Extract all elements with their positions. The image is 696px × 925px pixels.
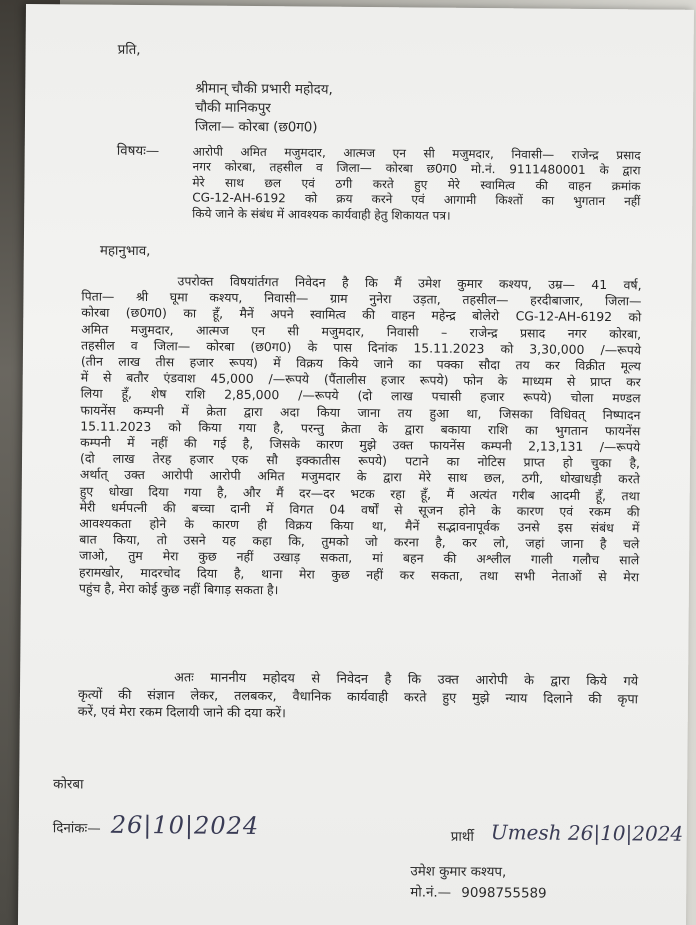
subject-text <box>192 144 641 225</box>
place: कोरबा <box>53 777 84 793</box>
body-line: आवश्यकता होने के कारण ही विक्रय किया था, मैनें सद्भावनापूर्वक उनसे इस संबंध में <box>79 515 640 536</box>
subject-line: मेरे साथ छल एवं ठगी करते हुए मेरे स्वामित्व की वाहन क्रमांक <box>192 175 641 194</box>
body-line: 15.11.2023 को किया गया है, परन्तु क्रेता के द्वारा बकाया राशि का भुगतान फायनेंस <box>80 418 641 439</box>
request-paragraph <box>78 668 638 725</box>
salutation: महानुभाव, <box>99 243 151 260</box>
mobile-number: 9098755589 <box>461 885 547 902</box>
body-line: जाओ, तुम मेरा कुछ नहीं उखाड़ सकता, मां बहन की अश्लील गाली गलौच साले <box>79 547 640 568</box>
body-line: लिया हूँ, शेष राशि 2,85,000 /—रूपये (दो लाख पचासी हजार रूपये) चोला मण्डल <box>80 385 641 406</box>
body-line: (तीन लाख तीस हजार रूपय) में विक्रय किये जाने का पक्का सौदा तय कर विक्रीत मूल्य <box>80 353 641 374</box>
body-line: कोरबा (छ0ग0) का हूँ, मैनें अपने स्वामित्व की वाहन महेन्द्र बोलेरो CG-12-AH-6192 को <box>81 304 642 325</box>
mobile-row <box>410 885 546 902</box>
body-line: कम्पनी में नहीं की गई है, जिसके कारण मुझे उक्त फायनेंस कम्पनी 2,13,131 /—रूपये <box>80 434 641 455</box>
mobile-label: मो.नं.— <box>410 885 452 901</box>
subject-line: CG-12-AH-6192 को क्रय करने एवं आगामी किश्तों का भुगतान नहीं <box>192 190 641 209</box>
body-line: तहसील व जिला— कोरबा (छ0ग0) के पास दिनांक 15.11.2023 को 3,30,000 /—रूपये <box>80 337 642 358</box>
to-label: प्रति, <box>117 42 141 59</box>
body-line: में से बतौर एंडवाश 45,000 /—रूपये (पैंतालीस हजार रूपये) फोन के माध्यम से प्राप्त कर <box>80 369 641 390</box>
letter-page <box>18 4 694 925</box>
signature: Umesh 26|10|2024 <box>490 820 684 846</box>
applicant-name: उमेश कुमार कश्यप, <box>410 864 507 881</box>
body-line: अर्थात् उक्त आरोपी आरोपी अमित मजुमदार के द्वारा मेरे साथ छल, ठगी, धोखाधड़ी करते <box>79 466 640 487</box>
body-line: पिता— श्री घूमा कश्यप, निवासी— ग्राम नुनेरा उड़ता, तहसील— हरदीबाजार, जिला— <box>81 288 642 309</box>
subject-line: नगर कोरबा, तहसील व जिला— कोरबा छ0ग0 मो.नं. 9111480001 के द्वारा <box>192 159 641 178</box>
body-paragraph <box>79 272 642 601</box>
body-line: बात किया, तो उसने यह कहा कि, तुमको जो करना है, कर लो, जहां जाना है चले <box>79 531 640 552</box>
handwritten-date: 26|10|2024 <box>110 810 260 841</box>
request-line: करें, एवं मेरा रकम दिलायी जाने की दया करें। <box>77 704 287 722</box>
body-line: पहुंच है, मेरा कोई कुछ नहीं बिगाड़ सकता है। <box>78 580 279 598</box>
body-line: (दो लाख तेरह हजार एक सौ इक्कातीस रूपये) पटाने का नोटिस प्राप्त हो चुका है, <box>79 450 641 471</box>
body-line: अमित मजुमदार, आत्मज एन सी मजुमदार, निवासी – राजेन्द्र प्रसाद नगर कोरबा, <box>81 321 642 341</box>
recipient-line: चौकी मानिकपुर <box>195 100 271 117</box>
body-line: मेरी धर्मपत्नी की बच्चा दानी में विगत 04 वर्षों से सूजन होने के कारण एवं रकम की <box>79 499 640 520</box>
request-line: कृत्यों की संज्ञान लेकर, तलबकर, वैधानिक कार्यवाही करते हुए मुझे न्याय दिलाने की कृपा <box>77 686 639 707</box>
body-line: उपरोक्त विषयांर्तगत निवेदन है कि मैं उमेश कुमार कश्यप, उम्र— 41 वर्ष, <box>177 273 642 293</box>
recipient-line: जिला— कोरबा (छ0ग0) <box>194 119 318 136</box>
body-line: फायनेंस कम्पनी में क्रेता द्वारा अदा किया जाना तय हुआ था, जिसका विधिवत् निष्पादन <box>80 402 641 423</box>
request-line: अतः माननीय महोदय से निवेदन है कि उक्त आरोपी के द्वारा किये गये <box>174 670 639 690</box>
subject-line: आरोपी अमित मजुमदार, आत्मज एन सी मजुमदार, निवासी— राजेन्द्र प्रसाद <box>192 144 641 163</box>
body-line: हुए धोखा दिया गया है, और मैं दर—दर भटक रहा हूँ, मैं अत्यंत गरीब आदमी हूँ, तथा <box>79 483 640 504</box>
body-line: हरामखोर, मादरचोद दिया है, थाना मेरा कुछ नहीं कर सकता, तथा सभी नेताओं से मेरा <box>78 564 640 585</box>
subject-label: विषयः— <box>116 143 160 160</box>
date-label: दिनांकः— <box>52 821 101 837</box>
applicant-label: प्रार्थी <box>450 829 474 845</box>
subject-line: किये जाने के संबंध में आवश्यक कार्यवाही हेतु शिकायत पत्र। <box>192 206 451 223</box>
recipient-line: श्रीमान् चौकी प्रभारी महोदय, <box>195 81 333 98</box>
